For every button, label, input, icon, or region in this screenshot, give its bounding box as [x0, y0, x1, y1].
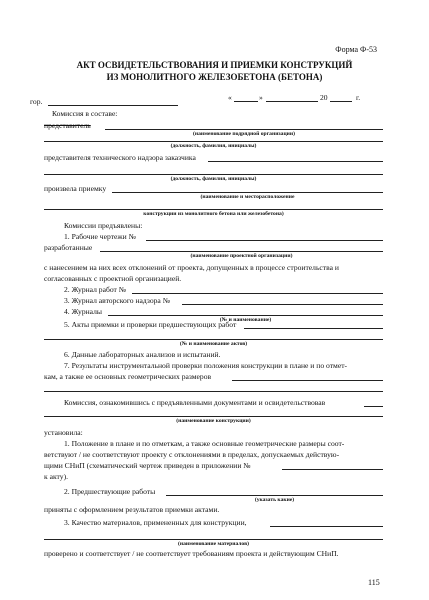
caption-position-1: (должность, фамилия, инициалы)	[170, 143, 257, 149]
geometry-field[interactable]	[232, 380, 383, 381]
paragraph-3-label: 3. Качество материалов, примененных для конструкции,	[64, 518, 247, 527]
caption-structure-name: (наименование конструкции)	[176, 418, 251, 424]
item-1-label: 1. Рабочие чертежи №	[64, 232, 136, 241]
previous-acts-field[interactable]	[244, 328, 383, 329]
item-2-label: 2. Журнал работ №	[64, 285, 126, 294]
item-4-label: 4. Журналы	[64, 307, 103, 316]
paragraph-1-line-1: 1. Положение в плане и по отметкам, а также основные геометрические размеры соот-	[64, 439, 345, 448]
caption-specify: (указать какие)	[254, 497, 295, 503]
materials-field-2[interactable]	[44, 539, 383, 540]
title-line-1: АКТ ОСВИДЕТЕЛЬСТВОВАНИЯ И ПРИЕМКИ КОНСТРУКЦИЙ	[76, 60, 353, 70]
author-supervision-field[interactable]	[182, 304, 383, 305]
work-log-field[interactable]	[132, 293, 383, 294]
drawings-number-field[interactable]	[146, 240, 383, 241]
acts-field[interactable]	[44, 339, 383, 340]
caption-structures: конструкции из монолитного бетона или железобетона)	[143, 211, 284, 217]
caption-number-name: (№ и наименование)	[219, 317, 272, 323]
paragraph-1-line-3: щими СНиП (схематический чертеж приведен в приложении №	[44, 461, 251, 470]
form-code: Форма Ф-53	[335, 45, 377, 54]
item-5-label: 5. Акты приемки и проверки предшествующих работ	[64, 320, 237, 329]
position-field-1[interactable]	[44, 141, 383, 142]
familiar-field[interactable]	[364, 406, 383, 407]
accepted-label: приняты с оформлением результатов приемки актами.	[44, 505, 220, 514]
paragraph-2-label: 2. Предшествующие работы	[64, 487, 156, 496]
tech-supervision-field[interactable]	[208, 161, 383, 162]
commission-label: Комиссия в составе:	[52, 109, 118, 118]
paragraph-1-line-4: к акту).	[44, 472, 68, 481]
date-open-quote: «	[228, 93, 232, 102]
caption-project-org: (наименование проектной организации)	[190, 253, 293, 259]
deviations-line-2: согласованных с проектной организацией.	[44, 274, 182, 283]
paragraph-1-line-2: ветствуют / не соответствуют проекту с отклонениями в пределах, допускаемых действую-	[44, 450, 340, 459]
materials-field[interactable]	[270, 526, 383, 527]
established-label: установила:	[44, 428, 83, 437]
structure-field[interactable]	[44, 209, 383, 210]
acceptance-field[interactable]	[112, 192, 383, 193]
item-7-line-2: кам, а также ее основных геометрических размеров	[44, 372, 212, 381]
logs-field[interactable]	[108, 315, 383, 316]
caption-contractor: (наименование подрядной организации)	[193, 131, 295, 137]
representative-label: представитель	[44, 121, 91, 130]
developed-label: разработанные	[44, 243, 93, 252]
contractor-field[interactable]	[105, 129, 383, 130]
city-field[interactable]	[48, 105, 178, 106]
item-7-line-1: 7. Результаты инструментальной проверки положения конструкции в плане и по отмет-	[64, 361, 348, 370]
caption-position-2: (должность, фамилия, инициалы)	[170, 176, 257, 182]
day-field[interactable]	[234, 101, 258, 102]
year-prefix: 20	[320, 93, 328, 102]
verified-label: проверено и соответствует / не соответствует требованиям проекта и действующим СНиП.	[44, 549, 339, 558]
tech-supervision-label: представителя технического надзора заказчика	[44, 153, 196, 162]
familiar-label: Комиссия, ознакомившись с предъявленными документами и освидетельствовав	[64, 398, 326, 407]
presented-label: Комиссии предъявлены:	[64, 221, 143, 230]
position-field-2[interactable]	[44, 174, 383, 175]
caption-acts: (№ и наименование актов)	[179, 341, 248, 347]
structure-name-field[interactable]	[44, 416, 383, 417]
page-number: 115	[368, 578, 380, 587]
caption-materials: (наименование материалов)	[178, 541, 249, 547]
project-org-field[interactable]	[100, 251, 383, 252]
previous-works-field[interactable]	[166, 495, 383, 496]
title-line-2: ИЗ МОНОЛИТНОГО ЖЕЛЕЗОБЕТОНА (БЕТОНА)	[106, 72, 323, 82]
city-label: гор.	[30, 97, 43, 106]
deviations-line-1: с нанесением на них всех отклонений от проекта, допущенных в процессе строительства и	[44, 263, 339, 272]
appendix-number-field[interactable]	[282, 469, 383, 470]
year-suffix: г.	[356, 93, 361, 102]
month-field[interactable]	[266, 101, 318, 102]
date-close-quote: »	[259, 93, 263, 102]
caption-location: (наименование и месторасположение	[200, 194, 295, 200]
year-field[interactable]	[330, 101, 352, 102]
item-6-label: 6. Данные лабораторных анализов и испытаний.	[64, 350, 221, 359]
geometry-field-2[interactable]	[44, 391, 383, 392]
made-acceptance-label: произвела приемку	[44, 184, 107, 193]
item-3-label: 3. Журнал авторского надзора №	[64, 296, 170, 305]
